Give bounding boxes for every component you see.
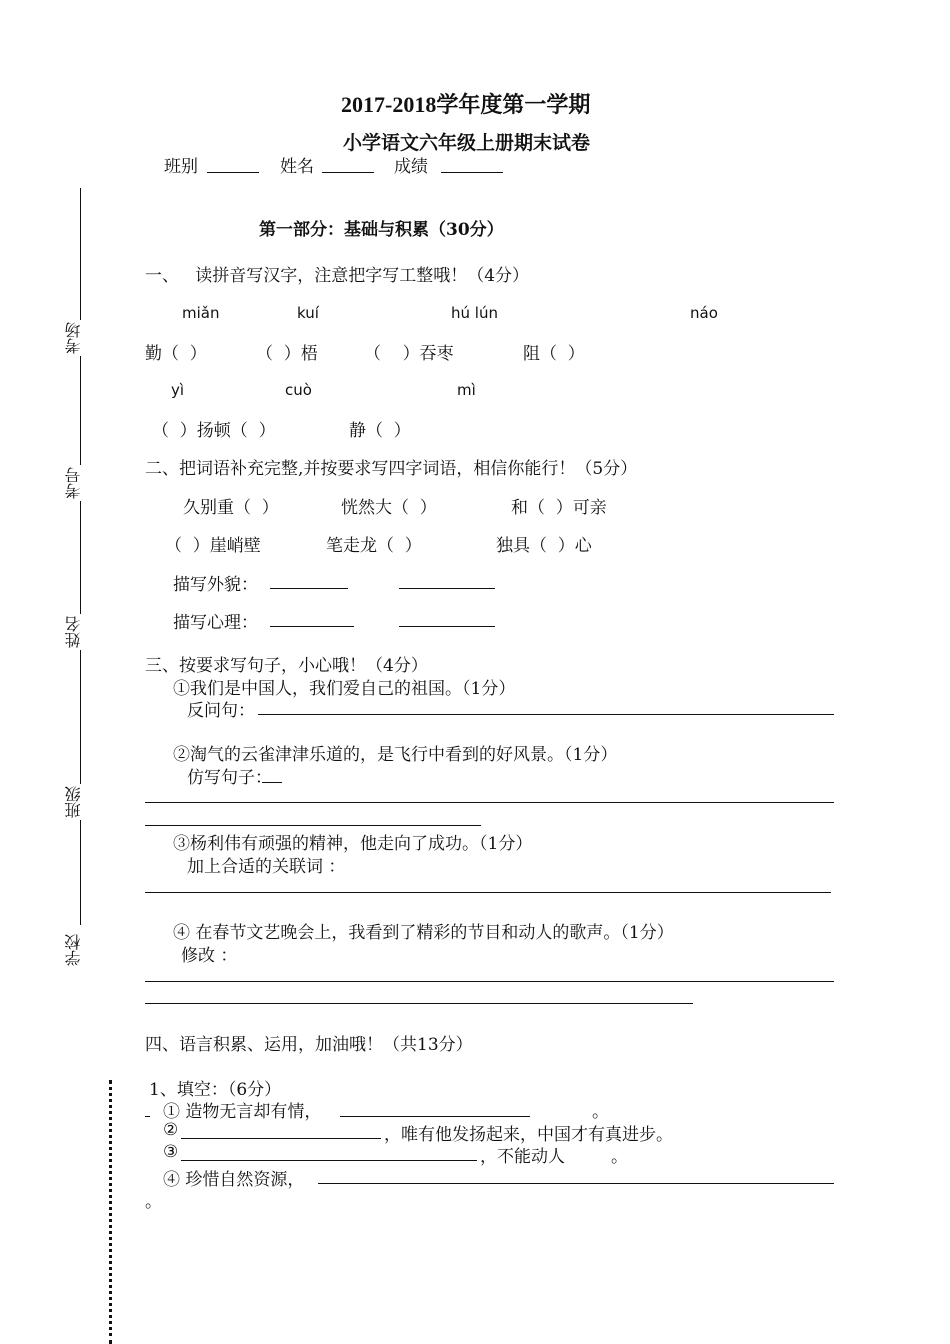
fill-1-end: 。 [592, 1102, 609, 1122]
pinyin-nao: náo [690, 304, 718, 322]
q4-heading: 四、语言积累、运用，加油哦！（共13分） [145, 1035, 473, 1055]
q1-item-4[interactable]: 阻（ ） [523, 344, 585, 364]
fill-1-blank[interactable] [340, 1116, 530, 1117]
answer-line-4b[interactable] [145, 1003, 693, 1004]
q3-sentence-3: ③杨利伟有顽强的精神，他走向了成功。（1分） [173, 834, 533, 854]
answer-line-2b[interactable] [145, 802, 834, 803]
q3-sentence-1: ①我们是中国人，我们爱自己的祖国。（1分） [173, 679, 516, 699]
q1-item-5[interactable]: （ ）扬顿（ ） [152, 421, 276, 441]
fill-2-blank[interactable] [181, 1138, 381, 1139]
side-label-exam-number: 考号 [64, 467, 83, 499]
q2-item-4[interactable]: （ ）崖峭壁 [165, 536, 261, 556]
q3-task-1: 反问句： [187, 701, 255, 721]
mind-label: 描写心理： [173, 613, 258, 633]
score-label: 成绩 [394, 157, 428, 177]
side-label-exam-room: 考场 [64, 322, 83, 354]
pinyin-mian: miǎn [182, 304, 220, 322]
fill-3-mid: ，不能动人 [480, 1147, 565, 1167]
q2-item-2[interactable]: 恍然大（ ） [341, 498, 437, 518]
pinyin-hulun: hú lún [451, 304, 498, 322]
q1-item-1[interactable]: 勤（ ） [145, 344, 207, 364]
side-label-name: 姓名 [64, 616, 83, 648]
appearance-blank-2[interactable] [399, 588, 495, 589]
answer-line-2a[interactable] [262, 782, 282, 783]
answer-line-2c[interactable] [145, 825, 481, 826]
q3-sentence-2: ②淘气的云雀津津乐道的，是飞行中看到的好风景。（1分） [173, 745, 618, 765]
pinyin-mi: mì [457, 381, 476, 399]
q1-item-6[interactable]: 静（ ） [349, 421, 411, 441]
answer-line-3[interactable] [145, 892, 831, 893]
q2-item-6[interactable]: 独具（ ）心 [496, 536, 592, 556]
appearance-label: 描写外貌： [173, 575, 258, 595]
pinyin-yi: yì [171, 381, 185, 399]
q1-item-2[interactable]: （ ）梧 [256, 344, 318, 364]
side-label-school: 学校 [64, 934, 83, 966]
fill-2-end: ，唯有他发扬起来，中国才有真进步。 [384, 1125, 673, 1145]
q2-item-3[interactable]: 和（ ）可亲 [511, 498, 607, 518]
q1-item-3[interactable]: （ ）吞枣 [364, 344, 454, 364]
appearance-blank-1[interactable] [270, 588, 348, 589]
fill-1-text: ① 造物无言却有情， [163, 1102, 322, 1122]
mind-blank-1[interactable] [270, 626, 354, 627]
q1-heading: 一、 读拼音写汉字，注意把字写工整哦！（4分） [145, 266, 530, 286]
class-label: 班别 [164, 157, 198, 177]
q3-task-2: 仿写句子： [187, 768, 272, 788]
exam-title: 2017-2018学年度第一学期 [341, 92, 591, 117]
q4-sub1: 1、填空：（6分） [149, 1080, 282, 1100]
q2-item-1[interactable]: 久别重（ ） [183, 498, 279, 518]
fill-2-text: ② [163, 1120, 179, 1140]
fill-3-text: ③ [163, 1142, 179, 1162]
q3-task-3: 加上合适的关联词 ： [187, 857, 346, 877]
q3-task-4: 修改 ： [181, 946, 238, 966]
pinyin-cuo: cuò [285, 381, 312, 399]
fill-4-end: 。 [145, 1192, 162, 1212]
answer-line-1[interactable] [258, 714, 834, 715]
q2-heading: 二、把词语补充完整,并按要求写四字词语，相信你能行！（5分） [145, 459, 638, 479]
fill-4-blank[interactable] [318, 1183, 834, 1184]
answer-line-4a[interactable] [145, 981, 834, 982]
name-label: 姓名 [280, 157, 314, 177]
q2-item-5[interactable]: 笔走龙（ ） [326, 536, 422, 556]
stray-mark [145, 1116, 150, 1117]
part1-heading: 第一部分：基础与积累（30分） [259, 220, 504, 240]
q3-sentence-4: ④ 在春节文艺晚会上，我看到了精彩的节目和动人的歌声。（1分） [173, 923, 674, 943]
fill-3-blank[interactable] [181, 1160, 477, 1161]
cut-dotted-line [109, 1080, 112, 1344]
mind-blank-2[interactable] [399, 626, 495, 627]
pinyin-kui: kuí [297, 304, 319, 322]
exam-subtitle: 小学语文六年级上册期末试卷 [343, 132, 591, 154]
class-blank[interactable] [207, 172, 259, 173]
name-blank[interactable] [322, 172, 374, 173]
q3-heading: 三、按要求写句子，小心哦！（4分） [145, 656, 428, 676]
score-blank[interactable] [441, 172, 503, 173]
side-label-class: 班级 [64, 786, 83, 818]
fill-4-text: ④ 珍惜自然资源， [163, 1170, 305, 1190]
fill-3-end: 。 [611, 1147, 628, 1167]
